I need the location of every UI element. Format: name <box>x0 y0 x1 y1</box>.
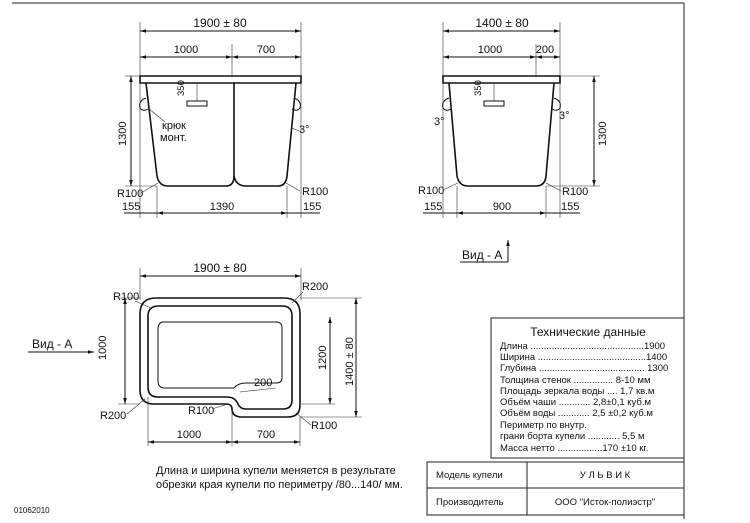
spec-row: Периметр по внутр. <box>500 420 587 431</box>
front-handle <box>484 101 504 106</box>
doc-code: 01062010 <box>14 506 50 515</box>
spec-row: Объём чаши ............ 2,8±0,1 куб.м <box>500 397 652 408</box>
top-view-label: Вид - А <box>32 337 73 351</box>
front-view-label: Вид - А <box>462 248 503 262</box>
side-rim <box>140 76 301 83</box>
front-seg-right: 200 <box>535 44 555 56</box>
spec-row: Объём воды ............ 2,5 ±0,2 куб.м <box>500 408 653 419</box>
top-dim-left: 1000 <box>97 335 109 360</box>
side-hook-label-1: крюк <box>162 120 186 132</box>
front-rim <box>443 76 560 83</box>
spec-row: Ширина .........................................1400 <box>500 352 668 363</box>
front-total-width: 1400 ± 80 <box>475 16 529 30</box>
front-r-right: R100 <box>562 186 589 198</box>
model-value: У Л Ь В И К <box>579 470 631 481</box>
spec-row: грани борта купели ............ 5,5 м <box>500 431 645 442</box>
side-bot-right: 155 <box>303 201 322 213</box>
side-small-dim: 350 <box>176 80 187 96</box>
side-bot-mid: 1390 <box>209 201 235 213</box>
side-view <box>117 16 328 218</box>
side-handle <box>187 101 207 106</box>
top-dim-right: 1400 ± 80 <box>344 337 356 386</box>
front-seg-left: 1000 <box>477 44 503 56</box>
top-r-inner: R100 <box>188 405 215 417</box>
top-middle-contour <box>148 306 292 409</box>
specs-table <box>491 318 684 458</box>
side-hook-left <box>140 98 148 110</box>
title-block <box>427 462 684 515</box>
front-bot-mid: 900 <box>492 201 512 213</box>
top-dim-mid: 1200 <box>317 345 329 370</box>
top-total-width: 1900 ± 80 <box>193 261 247 275</box>
maker-label: Производитель <box>436 497 504 508</box>
front-bot-left: 155 <box>424 201 443 213</box>
side-bot-left: 155 <box>122 201 141 213</box>
side-hook-label-2: монт. <box>160 132 187 144</box>
spec-row: Глубина ........................................ 1300 <box>500 363 669 374</box>
top-bot-left: 1000 <box>176 429 202 441</box>
note-line-2: обрезки края купели по периметру /80...140/ мм. <box>156 479 403 491</box>
front-r-left: R100 <box>418 185 445 197</box>
side-body-right <box>234 83 296 186</box>
front-angle-right: 3° <box>559 110 570 122</box>
side-r-left: R100 <box>117 188 144 200</box>
top-r-bot-right: R100 <box>311 420 338 432</box>
top-outer-contour <box>140 298 300 417</box>
spec-row: Длина ...........................................1900 <box>500 341 666 352</box>
top-view <box>28 261 362 446</box>
maker-value: ООО "Исток-полиэстр" <box>554 497 656 508</box>
front-height: 1300 <box>597 121 609 146</box>
side-total-width: 1900 ± 80 <box>193 16 247 30</box>
top-bot-right: 700 <box>256 429 276 441</box>
front-angle-left: 3° <box>434 116 445 128</box>
side-seg-left: 1000 <box>173 44 199 56</box>
front-bot-right: 155 <box>561 201 580 213</box>
spec-row: Площадь зеркала воды .... 1,7 кв.м <box>500 386 655 397</box>
side-r-right: R100 <box>302 186 329 198</box>
side-seg-right: 700 <box>256 44 276 56</box>
top-r-top-left: R100 <box>113 291 140 303</box>
spec-row: Масса нетто .................170 ±10 кг. <box>500 443 649 454</box>
top-r-bot-left: R200 <box>100 410 127 422</box>
model-label: Модель купели <box>436 470 503 481</box>
front-small-dim: 350 <box>473 80 484 96</box>
top-inner-dim: 200 <box>254 377 273 389</box>
front-body <box>449 83 554 186</box>
side-angle: 3° <box>299 124 310 136</box>
note-line-1: Длина и ширина купели меняется в результате <box>156 465 396 477</box>
top-r-top-right: R200 <box>302 281 329 293</box>
front-view <box>418 16 609 262</box>
spec-row: Толщина стенок ............... 8-10 мм <box>500 375 651 386</box>
specs-title: Технические данные <box>530 325 646 339</box>
side-height: 1300 <box>117 121 129 146</box>
